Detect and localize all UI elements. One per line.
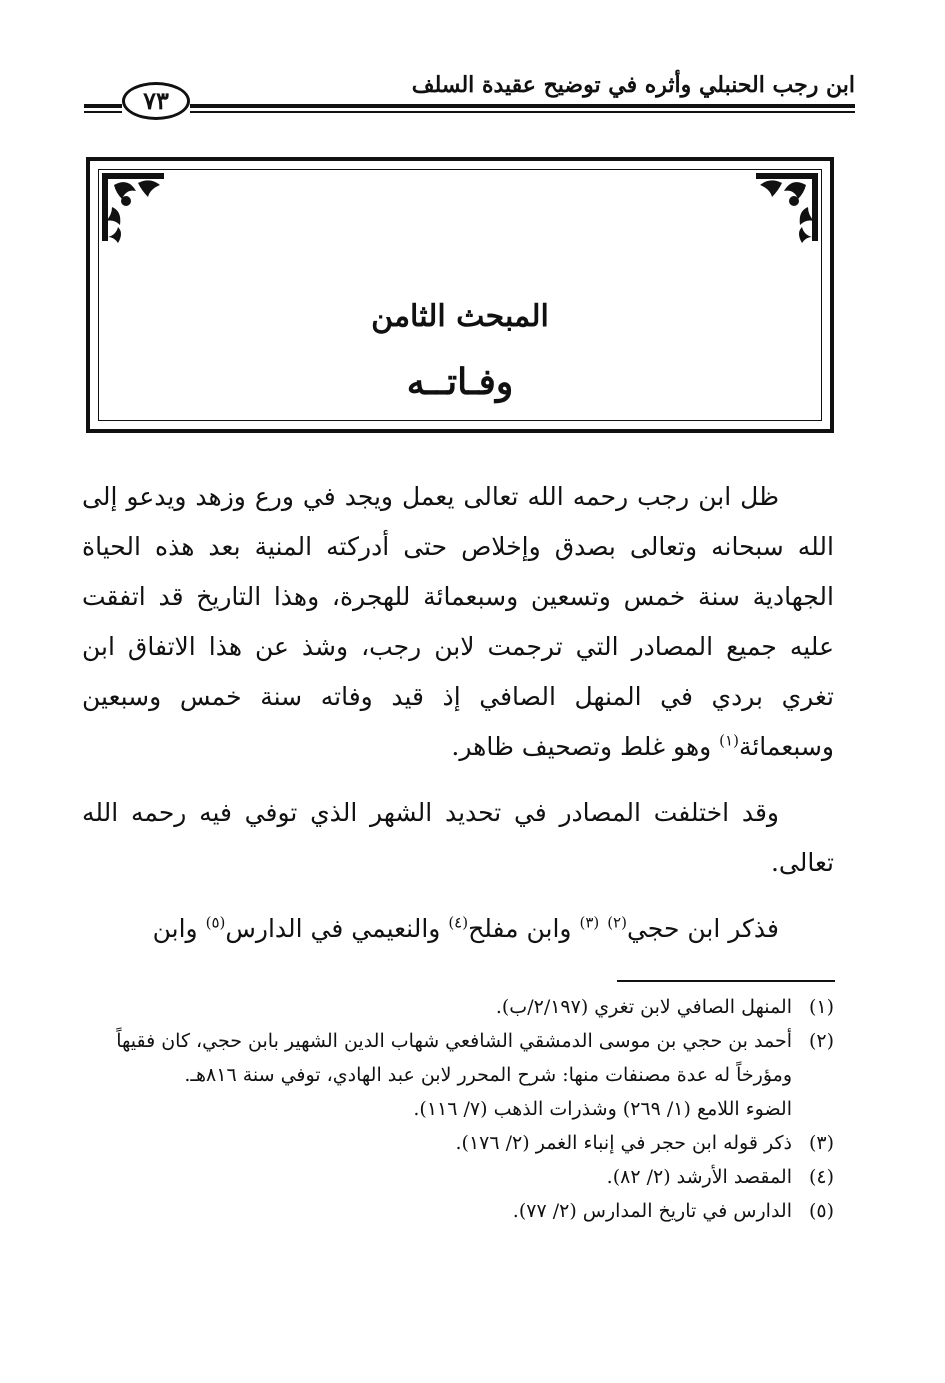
footnote-separator xyxy=(617,980,835,982)
footnote-text: المنهل الصافي لابن تغري (٢/١٩٧/ب). xyxy=(495,996,792,1018)
footnotes xyxy=(82,990,834,1228)
header-rule-left xyxy=(84,104,122,115)
footnote-1 xyxy=(82,990,834,1024)
paragraph-1 xyxy=(82,472,834,772)
footnote-ref-3: (٣) xyxy=(579,913,600,932)
section-subtitle: وفـاتــه xyxy=(406,361,514,403)
paragraph-3 xyxy=(82,904,834,954)
footnote-text: أحمد بن حجي بن موسى الدمشقي الشافعي شهاب الدين الشهير بابن حجي، كان فقيهاً ومؤرخاً له عدة مصنفات منها: شرح المحرر لابن عبد الهادي، توفي سنة ٨١٦هـ. xyxy=(116,1030,792,1086)
footnote-5 xyxy=(82,1194,834,1228)
paragraph-1-text: ظل ابن رجب رحمه الله تعالى يعمل ويجد في ورع وزهد ويدعو إلى الله سبحانه وتعالى بصدق وإخلاص حتى أدركته المنية بعد هذه الحياة الجهادية سنة خمس وتسعين وسبعمائة للهجرة، وهذا التاريخ قد اتفقت عليه جميع المصادر التي ترجمت لابن رجب، وشذ عن هذا الاتفاق ابن تغري بردي في المنهل الصافي إذ قيد وفاته سنة خمس وسبعين وسبعمائة xyxy=(82,482,834,761)
footnote-text: الضوء اللامع (١/ ٢٦٩) وشذرات الذهب (٧/ ١١٦). xyxy=(413,1098,792,1120)
footnote-ref-2: (٢) xyxy=(607,913,627,932)
paragraph-3-text-c: والنعيمي في الدارس xyxy=(225,914,449,943)
footnote-number: (١) xyxy=(808,996,834,1018)
paragraph-2 xyxy=(82,788,834,888)
footnote-text: ذكر قوله ابن حجر في إنباء الغمر (٢/ ١٧٦). xyxy=(455,1132,792,1154)
paragraph-3-text-a: فذكر ابن حجي xyxy=(626,914,779,943)
running-title: ابن رجب الحنبلي وأثره في توضيح عقيدة السلف xyxy=(411,72,855,98)
footnote-number: (٣) xyxy=(808,1132,834,1154)
paragraph-3-text-b: وابن مفلح xyxy=(468,914,580,943)
paragraph-1-tail: وهو غلط وتصحيف ظاهر. xyxy=(451,732,720,761)
footnote-ref-1: (١) xyxy=(719,731,739,750)
paragraph-2-text: وقد اختلفت المصادر في تحديد الشهر الذي توفي فيه رحمه الله تعالى. xyxy=(82,798,834,877)
footnote-text: الدارس في تاريخ المدارس (٢/ ٧٧). xyxy=(512,1200,792,1222)
footnote-number: (٥) xyxy=(808,1200,834,1222)
section-title-frame xyxy=(86,157,834,433)
paragraph-3-text-d: وابن xyxy=(152,914,206,943)
footnote-number: (٢) xyxy=(808,1030,834,1052)
body-text xyxy=(82,472,834,970)
footnote-2-sources xyxy=(82,1092,834,1126)
page-number: ٧٣ xyxy=(122,82,190,120)
footnote-number: (٤) xyxy=(808,1166,834,1188)
section-title: المبحث الثامن xyxy=(371,299,549,334)
footnote-text: المقصد الأرشد (٢/ ٨٢). xyxy=(606,1166,792,1188)
ornament-corner-left-icon xyxy=(96,167,168,247)
footnote-ref-5: (٥) xyxy=(205,913,226,932)
footnote-2 xyxy=(82,1024,834,1092)
ornament-corner-right-icon xyxy=(752,167,824,247)
footnote-4 xyxy=(82,1160,834,1194)
header-rule xyxy=(190,104,855,115)
footnote-3 xyxy=(82,1126,834,1160)
footnote-ref-4: (٤) xyxy=(448,913,469,932)
